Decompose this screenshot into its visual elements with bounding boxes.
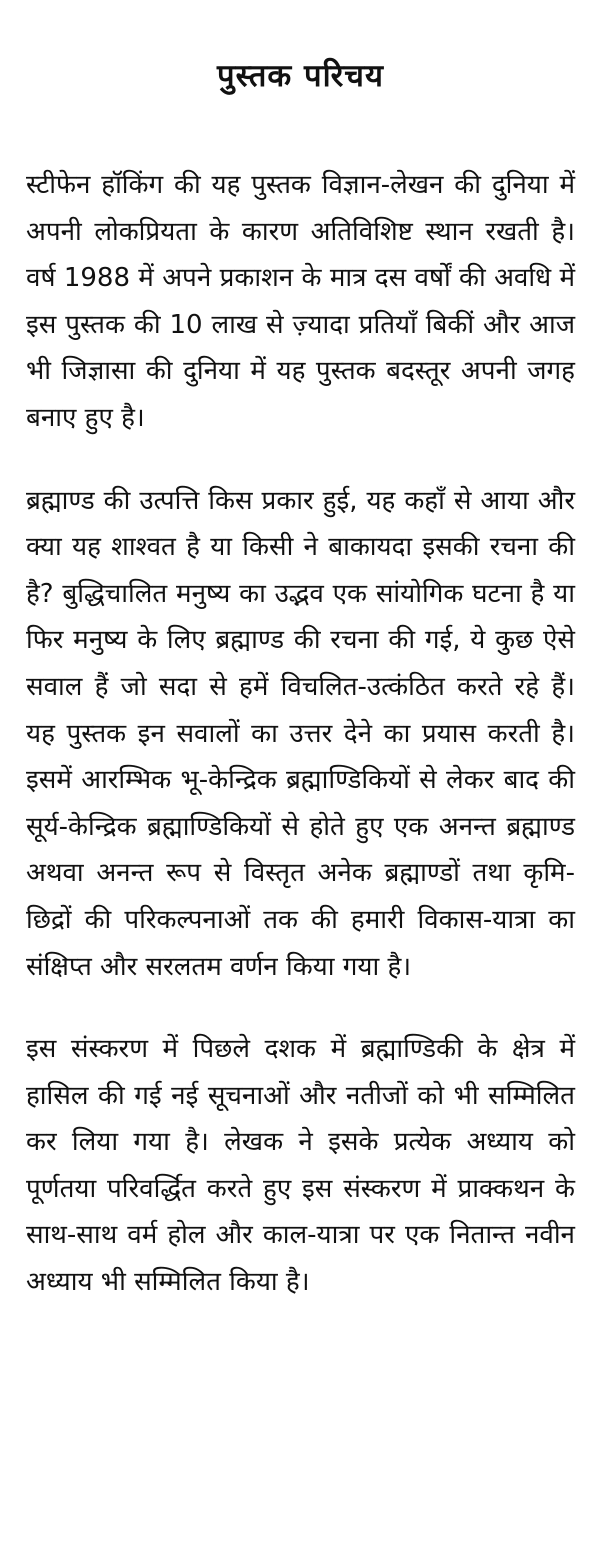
book-introduction-page: [0, 54, 600, 1552]
paragraph-edition-updates: इस संस्करण में पिछले दशक में ब्रह्माण्डिकी के क्षेत्र में हासिल की गई नई सूचनाओं और नतीजों को भी सम्मिलित कर लिया गया है। लेखक ने इसके प्रत्येक अध्याय को पूर्णतया परिवर्द्धित करते हुए इस संस्करण में प्राक्कथन के साथ-साथ वर्म होल और काल-यात्रा पर एक नितान्त नवीन अध्याय भी सम्मिलित किया है।: [26, 1034, 575, 1298]
page-title: पुस्तक परिचय: [217, 58, 384, 94]
paragraph-universe-questions: ब्रह्माण्ड की उत्पत्ति किस प्रकार हुई, यह कहाँ से आया और क्या यह शाश्वत है या किसी ने बाकायदा इसकी रचना की है? बुद्धिचालित मनुष्य का उद्भव एक सांयोगिक घटना है या फिर मनुष्य के लिए ब्रह्माण्ड की रचना की गई, ये कुछ ऐसे सवाल हैं जो सदा से हमें विचलित-उत्कंठित करते रहे हैं। यह पुस्तक इन सवालों का उत्तर देने का प्रयास करती है। इसमें आरम्भिक भू-केन्द्रिक ब्रह्माण्डिकियों से लेकर बाद की सूर्य-केन्द्रिक ब्रह्माण्डिकियों से होते हुए एक अनन्त ब्रह्माण्ड अथवा अनन्त रूप से विस्तृत अनेक ब्रह्माण्डों तथा कृमि-छिद्रों की परिकल्पनाओं तक की हमारी विकास-यात्रा का संक्षिप्त और सरलतम वर्णन किया गया है।: [26, 485, 575, 982]
paragraph-book-popularity: स्टीफेन हॉकिंग की यह पुस्तक विज्ञान-लेखन की दुनिया में अपनी लोकप्रियता के कारण अतिविशिष्ट स्थान रखती है। वर्ष 1988 में अपने प्रकाशन के मात्र दस वर्षों की अवधि में इस पुस्तक की 10 लाख से ज़्यादा प्रतियाँ बिकीं और आज भी जिज्ञासा की दुनिया में यह पुस्तक बदस्तूर अपनी जगह बनाए हुए है।: [26, 170, 575, 433]
